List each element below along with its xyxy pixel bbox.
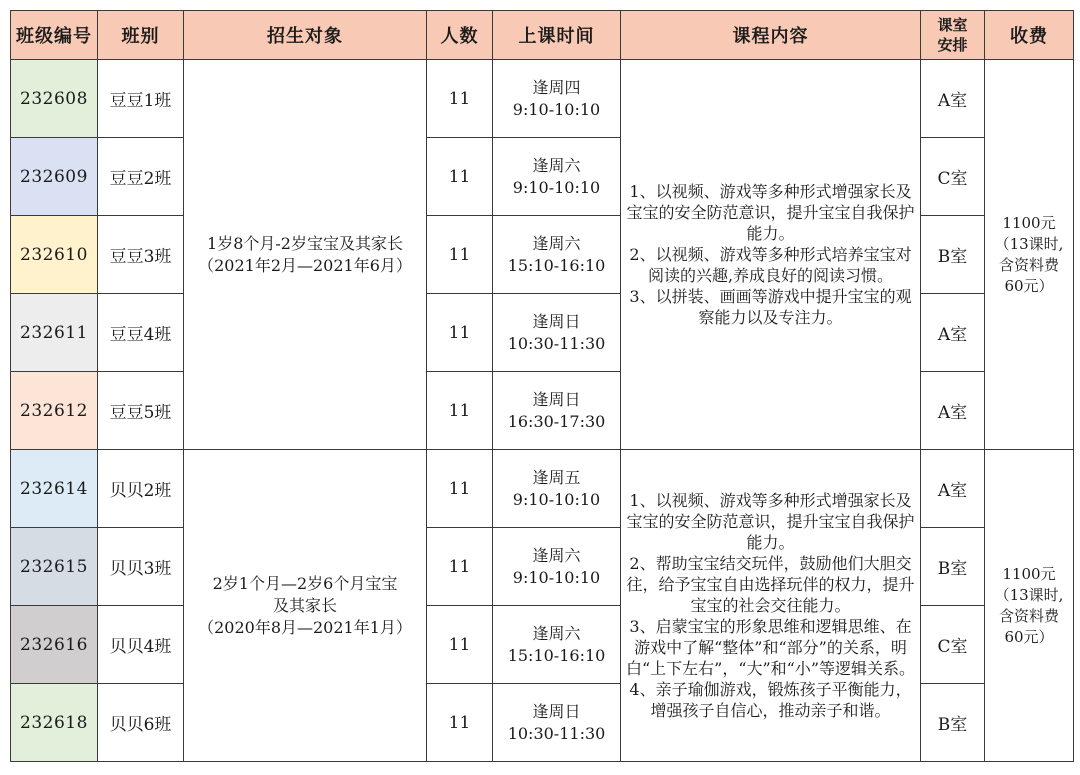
class-name-cell: 豆豆2班 [98,138,184,216]
target-line: （2021年2月—2021年6月） [198,255,412,275]
header-row [11,11,1074,60]
time-hours: 16:30-17:30 [507,411,606,431]
fee-line: 60元） [1004,276,1054,295]
class-id-cell: 232615 [11,528,98,606]
content-item: 3、以拼装、画画等游戏中提升宝宝的观察能力以及专注力。 [629,287,912,327]
content-cell [621,450,921,762]
header-class-name: 班别 [98,11,184,60]
class-schedule-table [10,10,1074,762]
content-item: 1、以视频、游戏等多种形式增强家长及宝宝的安全防范意识，提升宝宝自我保护能力。 [626,182,915,243]
fee-line: （13课时, [994,234,1064,253]
fee-line: 60元） [1004,627,1054,646]
header-count: 人数 [427,11,493,60]
room-cell: C室 [921,138,985,216]
time-day: 逢周六 [532,545,581,565]
count-cell: 11 [427,684,493,762]
time-hours: 10:30-11:30 [507,333,606,353]
count-cell: 11 [427,138,493,216]
time-cell [493,138,621,216]
time-hours: 9:10-10:10 [512,567,601,587]
time-day: 逢周日 [532,701,581,721]
class-id-cell: 232614 [11,450,98,528]
content-item: 2、帮助宝宝结交玩伴，鼓励他们大胆交往，给予宝宝自由选择玩伴的权力，提升宝宝的社会交往能力。 [626,554,915,615]
time-hours: 15:10-16:10 [507,255,606,275]
time-hours: 10:30-11:30 [507,723,606,743]
fee-line: （13课时, [994,585,1064,604]
content-cell [621,60,921,450]
class-id-cell: 232608 [11,60,98,138]
class-name-cell: 贝贝6班 [98,684,184,762]
header-room-line2: 安排 [937,36,968,54]
room-cell: B室 [921,684,985,762]
room-cell: A室 [921,60,985,138]
count-cell: 11 [427,372,493,450]
fee-line: 含资料费 [998,606,1059,625]
class-id-cell: 232611 [11,294,98,372]
header-target: 招生对象 [184,11,427,60]
time-cell [493,450,621,528]
time-cell [493,60,621,138]
class-name-cell: 豆豆5班 [98,372,184,450]
time-cell [493,294,621,372]
header-fee: 收费 [985,11,1074,60]
class-id-cell: 232618 [11,684,98,762]
time-hours: 9:10-10:10 [512,489,601,509]
header-content: 课程内容 [621,11,921,60]
content-item: 1、以视频、游戏等多种形式增强家长及宝宝的安全防范意识，提升宝宝自我保护能力。 [626,491,915,552]
time-day: 逢周四 [532,77,581,97]
time-hours: 15:10-16:10 [507,645,606,665]
header-room-line1: 课室 [937,16,968,34]
time-cell [493,216,621,294]
count-cell: 11 [427,216,493,294]
class-id-cell: 232609 [11,138,98,216]
content-item: 3、启蒙宝宝的形象思维和逻辑思维、在游戏中了解“整体”和“部分”的关系，明白“上下左右”，“大”和“小”等逻辑关系。 [625,617,916,678]
class-name-cell: 豆豆1班 [98,60,184,138]
class-name-cell: 贝贝4班 [98,606,184,684]
fee-line: 含资料费 [998,255,1059,274]
time-day: 逢周五 [532,467,581,487]
table-row [11,60,1074,138]
target-cell [184,60,427,450]
header-time: 上课时间 [493,11,621,60]
fee-cell [985,450,1074,762]
time-cell [493,606,621,684]
count-cell: 11 [427,60,493,138]
table-row [11,450,1074,528]
time-day: 逢周六 [532,233,581,253]
room-cell: B室 [921,528,985,606]
target-line: 2岁1个月—2岁6个月宝宝 [212,573,398,593]
time-cell [493,528,621,606]
count-cell: 11 [427,528,493,606]
fee-line: 1100元 [1002,564,1056,583]
header-room [921,11,985,60]
room-cell: A室 [921,450,985,528]
time-cell [493,372,621,450]
count-cell: 11 [427,294,493,372]
count-cell: 11 [427,606,493,684]
time-day: 逢周六 [532,623,581,643]
class-id-cell: 232610 [11,216,98,294]
class-name-cell: 豆豆3班 [98,216,184,294]
target-line: （2020年8月—2021年1月） [198,617,412,637]
target-line: 及其家长 [272,595,337,615]
fee-cell [985,60,1074,450]
room-cell: B室 [921,216,985,294]
fee-line: 1100元 [1002,213,1056,232]
target-line: 1岁8个月-2岁宝宝及其家长 [207,233,403,253]
content-item: 2、以视频、游戏等多种形式培养宝宝对阅读的兴趣,养成良好的阅读习惯。 [629,245,912,285]
class-name-cell: 豆豆4班 [98,294,184,372]
content-item: 4、亲子瑜伽游戏，锻炼孩子平衡能力，增强孩子自信心，推动亲子和谐。 [629,680,912,720]
time-hours: 9:10-10:10 [512,177,601,197]
header-class-id: 班级编号 [11,11,98,60]
class-id-cell: 232612 [11,372,98,450]
time-day: 逢周日 [532,389,581,409]
room-cell: A室 [921,372,985,450]
room-cell: A室 [921,294,985,372]
time-hours: 9:10-10:10 [512,99,601,119]
class-name-cell: 贝贝3班 [98,528,184,606]
room-cell: C室 [921,606,985,684]
class-id-cell: 232616 [11,606,98,684]
class-name-cell: 贝贝2班 [98,450,184,528]
time-cell [493,684,621,762]
target-cell [184,450,427,762]
time-day: 逢周日 [532,311,581,331]
count-cell: 11 [427,450,493,528]
time-day: 逢周六 [532,155,581,175]
